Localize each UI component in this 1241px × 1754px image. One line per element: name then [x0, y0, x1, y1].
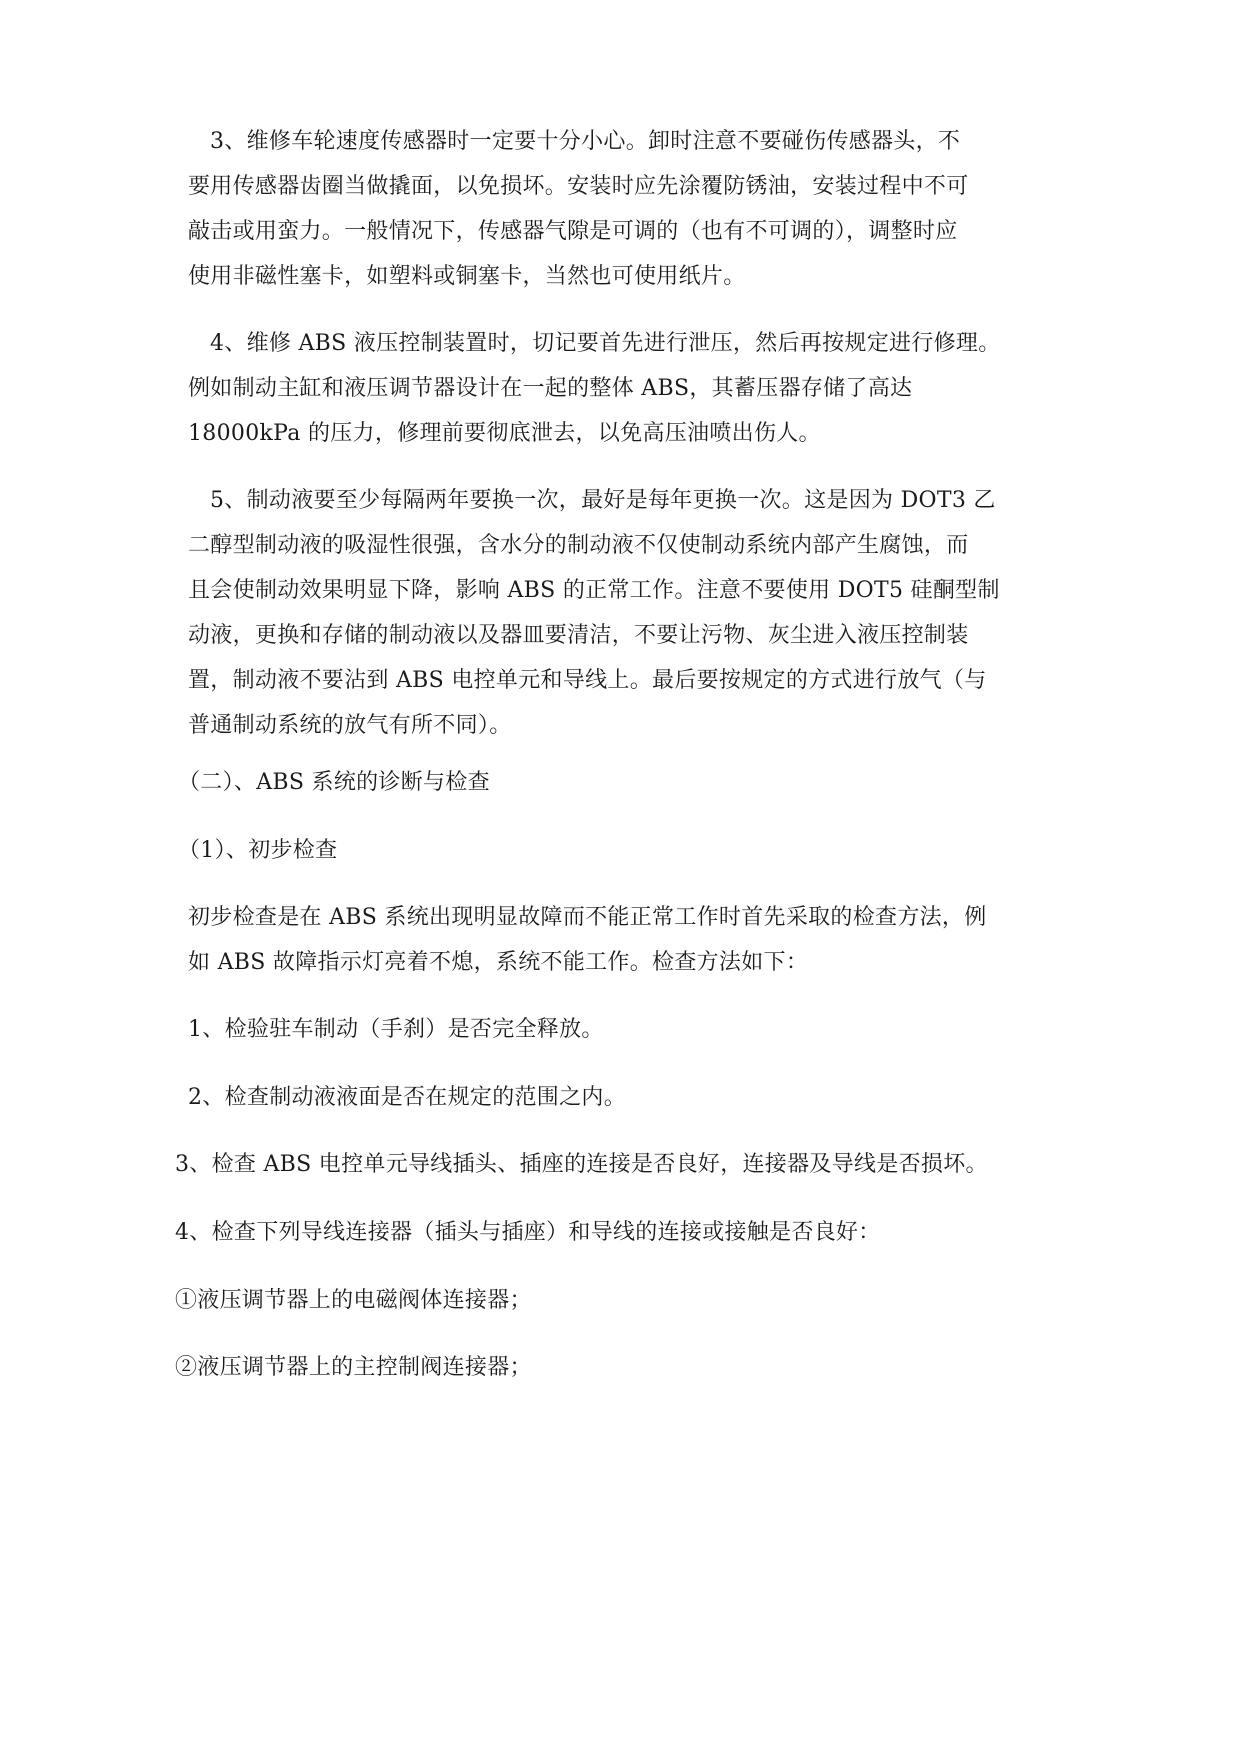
text-line: 且会使制动效果明显下降，影响 ABS 的正常工作。注意不要使用 DOT5 硅酮型制: [188, 578, 1000, 603]
text-line: 要用传感器齿圈当做撬面，以免损坏。安装时应先涂覆防锈油，安装过程中不可: [188, 174, 969, 199]
subsection-heading: （1）、初步检查: [178, 838, 338, 863]
text-line: 初步检查是在 ABS 系统出现明显故障而不能正常工作时首先采取的检查方法，例: [188, 905, 987, 930]
list-item: 3、检查 ABS 电控单元导线插头、插座的连接是否良好，连接器及导线是否损坏。: [175, 1152, 988, 1177]
text-line: 18000kPa 的压力，修理前要彻底泄去，以免高压油喷出伤人。: [188, 421, 821, 446]
text-line: 4、维修 ABS 液压控制装置时，切记要首先进行泄压，然后再按规定进行修理。: [210, 331, 1001, 356]
text-line: 如 ABS 故障指示灯亮着不熄，系统不能工作。检查方法如下：: [188, 950, 809, 975]
list-item: 1、检验驻车制动（手刹）是否完全释放。: [188, 1017, 604, 1042]
text-line: 置，制动液不要沾到 ABS 电控单元和导线上。最后要按规定的方式进行放气（与: [188, 668, 987, 693]
section-heading: （二）、ABS 系统的诊断与检查: [178, 770, 490, 795]
list-item: ②液压调节器上的主控制阀连接器；: [175, 1355, 532, 1380]
list-item: 4、检查下列导线连接器（插头与插座）和导线的连接或接触是否良好：: [175, 1220, 881, 1245]
list-item: ①液压调节器上的电磁阀体连接器；: [175, 1288, 532, 1313]
list-item: 2、检查制动液液面是否在规定的范围之内。: [188, 1085, 626, 1110]
text-line: 敲击或用蛮力。一般情况下，传感器气隙是可调的（也有不可调的），调整时应: [188, 219, 958, 244]
text-line: 普通制动系统的放气有所不同）。: [188, 713, 512, 738]
text-line: 5、制动液要至少每隔两年要换一次，最好是每年更换一次。这是因为 DOT3 乙: [210, 488, 996, 513]
text-line: 动液，更换和存储的制动液以及器皿要清洁，不要让污物、灰尘进入液压控制装: [188, 623, 969, 648]
text-line: 3、维修车轮速度传感器时一定要十分小心。卸时注意不要碰伤传感器头，不: [210, 129, 961, 154]
text-line: 例如制动主缸和液压调节器设计在一起的整体 ABS，其蓄压器存储了高达: [188, 376, 913, 401]
text-line: 使用非磁性塞卡，如塑料或铜塞卡，当然也可使用纸片。: [188, 264, 746, 289]
text-line: 二醇型制动液的吸湿性很强，含水分的制动液不仅使制动系统内部产生腐蚀，而: [188, 533, 969, 558]
